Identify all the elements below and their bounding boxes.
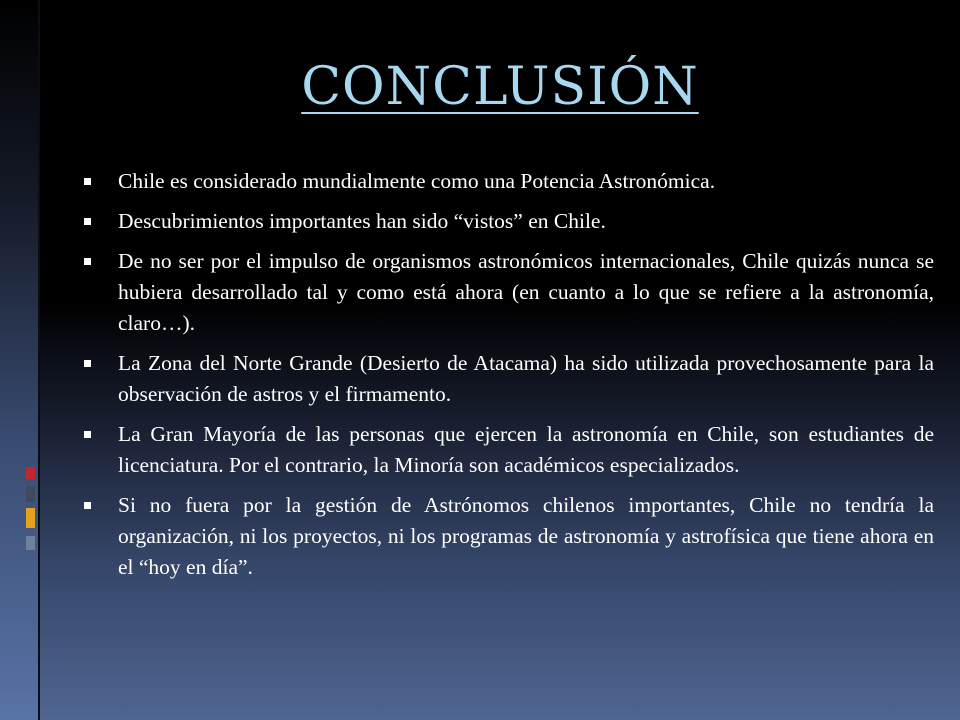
square-bullet-icon — [84, 431, 91, 438]
square-bullet-icon — [84, 218, 91, 225]
left-decorative-strip — [0, 0, 38, 720]
accent-bar-red — [26, 467, 35, 479]
square-bullet-icon — [84, 258, 91, 265]
bullet-item — [84, 246, 934, 339]
bullet-item — [84, 348, 934, 410]
bullet-text: Si no fuera por la gestión de Astrónomos chilenos importantes, Chile no tendría la organización, ni los proyectos, ni los programas de astronomía y astrofísica que tiene ahora en el “hoy en día”. — [118, 493, 934, 579]
square-bullet-icon — [84, 178, 91, 185]
bullet-text: Chile es considerado mundialmente como una Potencia Astronómica. — [118, 169, 716, 193]
accent-bar-orange — [26, 508, 35, 528]
bullet-item — [84, 419, 934, 481]
accent-bar-gray — [26, 486, 35, 502]
bullet-text: Descubrimientos importantes han sido “vistos” en Chile. — [118, 209, 606, 233]
accent-bar-blue — [26, 536, 35, 550]
bullet-list — [84, 166, 934, 592]
bullet-text: De no ser por el impulso de organismos astronómicos internacionales, Chile quizás nunca se hubiera desarrollado tal y como está ahora (en cuanto a lo que se refiere a la astronomía, claro…). — [118, 249, 934, 335]
title-container — [40, 56, 960, 118]
bullet-item — [84, 490, 934, 583]
bullet-text: La Gran Mayoría de las personas que ejercen la astronomía en Chile, son estudiantes de licenciatura. Por el contrario, la Minoría son académicos especializados. — [118, 422, 934, 477]
square-bullet-icon — [84, 360, 91, 367]
square-bullet-icon — [84, 502, 91, 509]
bullet-item — [84, 206, 934, 237]
slide-title: CONCLUSIÓN — [301, 57, 699, 117]
bullet-item — [84, 166, 934, 197]
bullet-text: La Zona del Norte Grande (Desierto de Atacama) ha sido utilizada provechosamente para la observación de astros y el firmamento. — [118, 351, 934, 406]
